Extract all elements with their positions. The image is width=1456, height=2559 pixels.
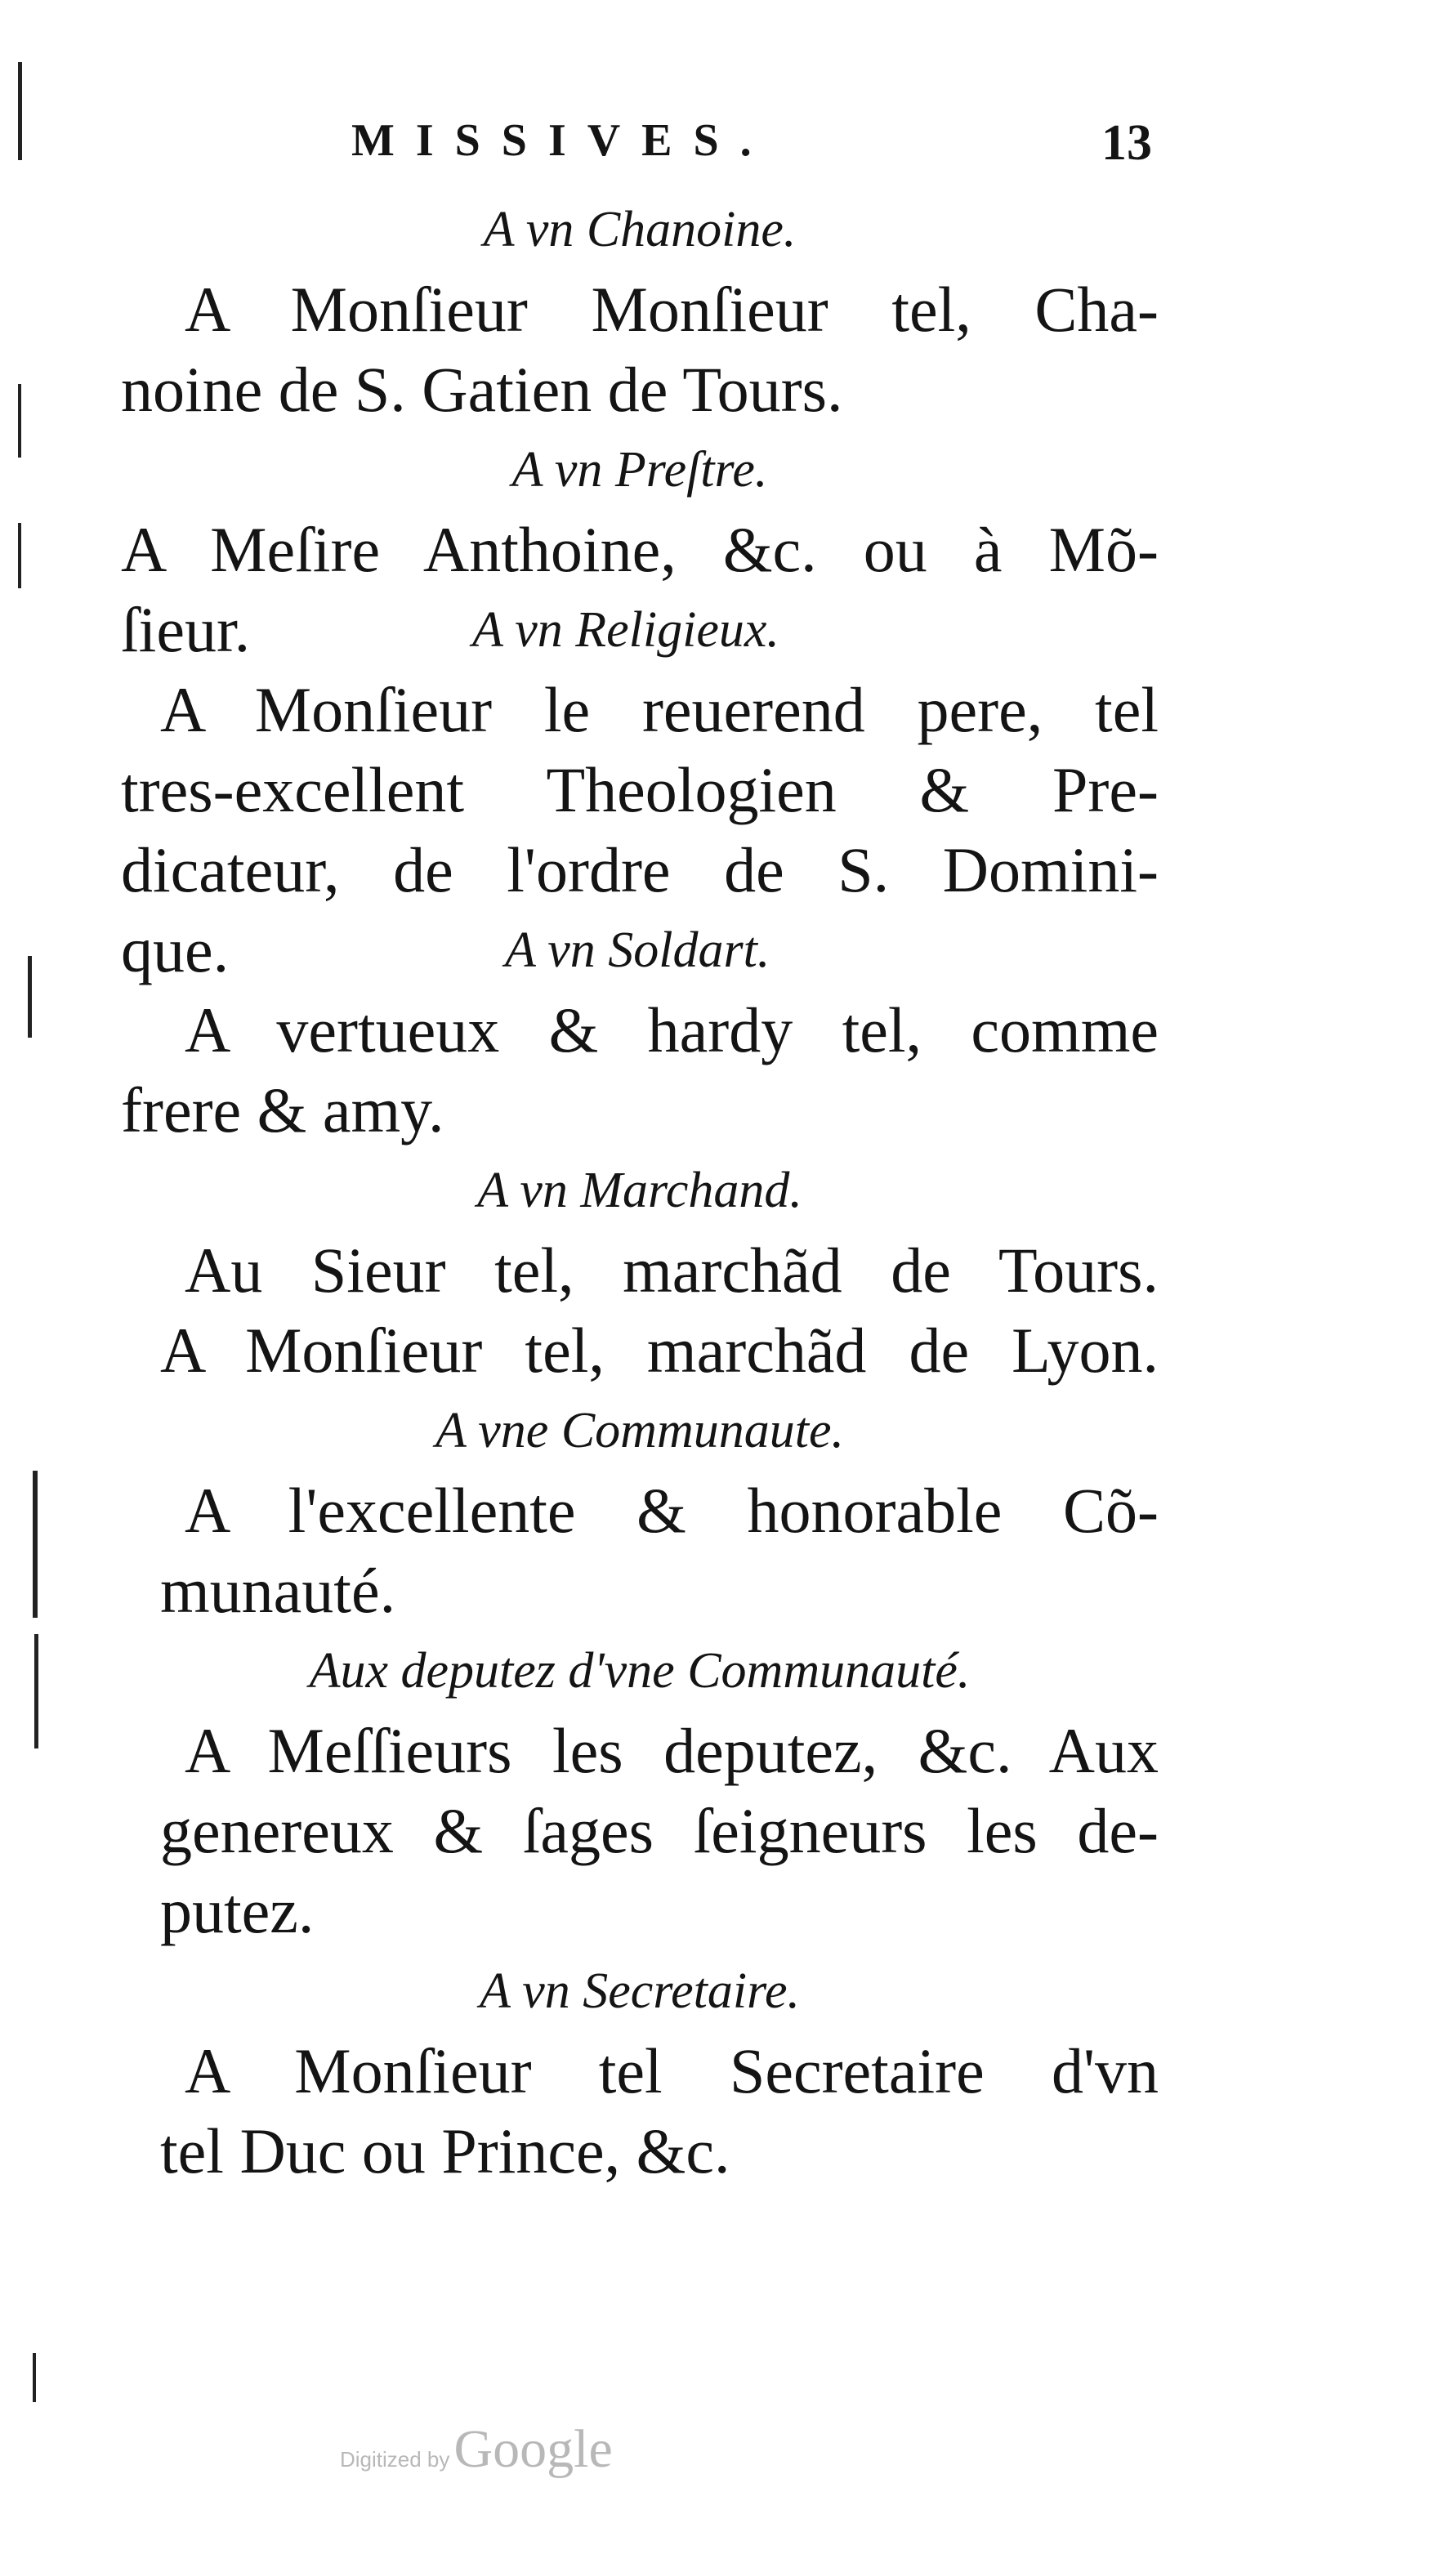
scan-artifact-mark <box>34 1634 38 1748</box>
text-line: Au Sieur tel, marchãd de Tours. <box>185 1235 1159 1306</box>
text-line: munauté. <box>160 1555 396 1626</box>
section-heading-chanoine: A vn Chanoine. <box>483 202 797 257</box>
text-fragment: ſieur. <box>121 594 251 665</box>
watermark-prefix: Digitized by <box>340 2447 450 2472</box>
running-head: MISSIVES. <box>351 115 773 166</box>
text-line: A Monſieur le reuerend pere, tel <box>160 674 1159 745</box>
section-heading-communaute: A vne Communaute. <box>435 1403 844 1458</box>
scan-artifact-mark <box>28 956 32 1038</box>
section-heading-secretaire: A vn Secretaire. <box>480 1963 800 2019</box>
scan-artifact-mark <box>18 523 21 588</box>
section-heading-marchand: A vn Marchand. <box>477 1163 802 1218</box>
text-line: A l'excellente & honorable Cõ- <box>185 1475 1159 1546</box>
text-line: genereux & ſages ſeigneurs les de- <box>160 1795 1159 1866</box>
text-line: noine de S. Gatien de Tours. <box>121 354 843 425</box>
text-line: tel Duc ou Prince, &c. <box>160 2115 730 2186</box>
google-logo: Google <box>453 2419 613 2479</box>
page-number: 13 <box>1101 115 1152 171</box>
scan-artifact-mark <box>33 1471 38 1618</box>
text-line-with-heading <box>121 910 1159 990</box>
scan-artifact-mark <box>18 62 22 160</box>
text-fragment: que. <box>121 914 230 985</box>
text-block <box>121 190 1159 2191</box>
section-heading-religieux: A vn Religieux. <box>472 602 779 658</box>
text-line: A vertueux & hardy tel, comme <box>185 994 1159 1065</box>
text-line-with-heading <box>121 590 1159 670</box>
text-line: A Meſire Anthoine, &c. ou à Mõ- <box>121 514 1159 585</box>
page-header <box>351 114 1152 180</box>
digitized-by-google-watermark <box>340 2418 613 2481</box>
text-line: dicateur, de l'ordre de S. Domini- <box>121 834 1159 905</box>
text-line: putez. <box>160 1875 315 1946</box>
text-line: A Monſieur Monſieur tel, Cha- <box>185 274 1159 345</box>
text-line: A Monſieur tel, marchãd de Lyon. <box>160 1315 1159 1386</box>
scan-artifact-mark <box>18 384 21 458</box>
text-line: A Monſieur tel Secretaire d'vn <box>185 2035 1159 2106</box>
section-heading-soldart: A vn Soldart. <box>505 922 770 978</box>
scan-artifact-mark <box>33 2353 36 2402</box>
text-line: tres-excellent Theologien & Pre- <box>121 754 1159 825</box>
section-heading-prestre: A vn Preſtre. <box>511 442 768 498</box>
section-heading-deputez: Aux deputez d'vne Communauté. <box>309 1643 971 1699</box>
text-line: A Meſſieurs les deputez, &c. Aux <box>185 1715 1159 1786</box>
text-line: frere & amy. <box>121 1074 444 1146</box>
